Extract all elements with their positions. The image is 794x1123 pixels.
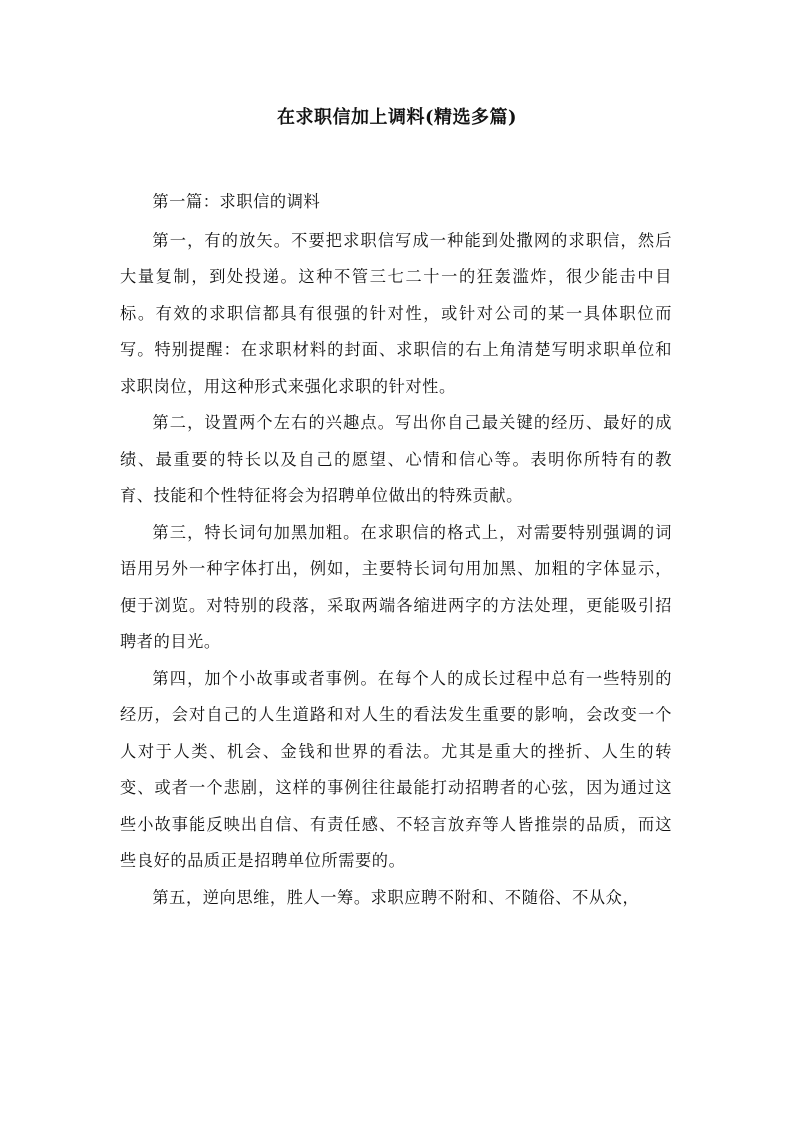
document-title: 在求职信加上调料(精选多篇) [276,107,518,128]
paragraph-2: 第二，设置两个左右的兴趣点。写出你自己最关键的经历、最好的成绩、最重要的特长以及自己的愿望、心情和信心等。表明你所特有的教育、技能和个性特征将会为招聘单位做出的特殊贡献。 [120,413,672,505]
document-body [120,184,672,916]
section-heading: 第一篇：求职信的调料 [152,192,321,211]
paragraph-1: 第一，有的放矢。不要把求职信写成一种能到处撒网的求职信，然后大量复制，到处投递。这种不管三七二十一的狂轰滥炸，很少能击中目标。有效的求职信都具有很强的针对性，或针对公司的某一具体职位而写。特别提醒：在求职材料的封面、求职信的右上角清楚写明求职单位和求职岗位，用这种形式来强化求职的针对性。 [120,230,672,396]
paragraph-3: 第三，特长词句加黑加粗。在求职信的格式上，对需要特别强调的词语用另外一种字体打出，例如，主要特长词句用加黑、加粗的字体显示，便于浏览。对特别的段落，采取两端各缩进两字的方法处理，更能吸引招聘者的目光。 [120,522,672,651]
paragraph-4: 第四，加个小故事或者事例。在每个人的成长过程中总有一些特别的经历，会对自己的人生道路和对人生的看法发生重要的影响，会改变一个人对于人类、机会、金钱和世界的看法。尤其是重大的挫折、人生的转变、或者一个悲剧，这样的事例往往最能打动招聘者的心弦，因为通过这些小故事能反映出自信、有责任感、不轻言放弃等人皆推崇的品质，而这些良好的品质正是招聘单位所需要的。 [120,668,672,870]
paragraph-5: 第五，逆向思维，胜人一筹。求职应聘不附和、不随俗、不从众， [152,887,640,907]
